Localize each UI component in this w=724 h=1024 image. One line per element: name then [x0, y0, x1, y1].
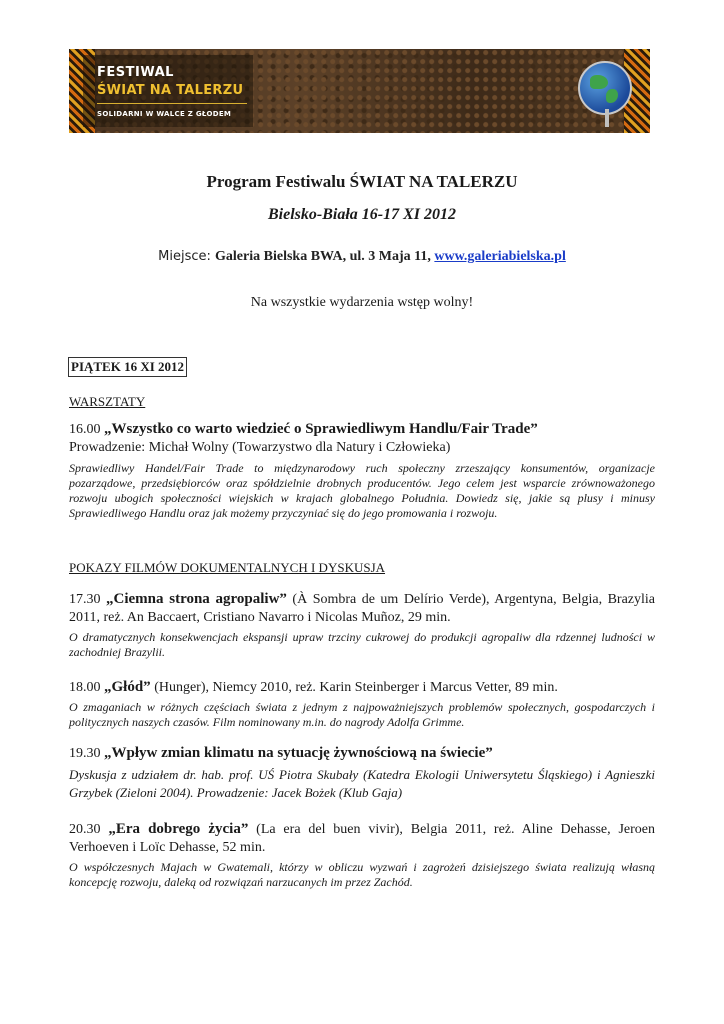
- day-heading: PIĄTEK 16 XI 2012: [68, 357, 187, 377]
- event-description: Sprawiedliwy Handel/Fair Trade to międzynarodowy ruch społeczny zrzeszający konsumentów, organizacje pozarządowe, przedsiębiorców oraz spółdzielnie drobnych producentów. Jego celem jest wsparcie zrównoważonego rozwoju ubogich społeczności wiejskich w krajach globalnego Południa. Dowiedz się, jakie są plusy i minusy Sprawiedliwego Handlu oraz jak możemy przyczyniać się do jego promowania i rozwoju.: [69, 461, 655, 520]
- section-workshops: WARSZTATY: [69, 394, 146, 409]
- event-title: „Głód”: [104, 679, 151, 695]
- venue-label: Miejsce:: [158, 249, 216, 264]
- venue-website-link[interactable]: www.galeriabielska.pl: [434, 249, 566, 264]
- event-time: 16.00: [69, 422, 104, 437]
- free-entry-note: Na wszystkie wydarzenia wstęp wolny!: [250, 295, 474, 310]
- event-item: [69, 590, 655, 660]
- venue-address: Galeria Bielska BWA, ul. 3 Maja 11,: [215, 249, 435, 264]
- event-info: (La era del buen vivir), Belgia 2011, reż. Aline Dehasse, Jeroen Verhoeven i Loïc Dehasse, 52 min.: [69, 822, 656, 855]
- venue-line: [0, 249, 724, 265]
- event-description: O dramatycznych konsekwencjach ekspansji upraw trzciny cukrowej do produkcji agropaliw dla rdzennej ludności w zachodniej Brazylii.: [69, 630, 655, 659]
- event-time: 17.30: [69, 592, 106, 607]
- event-head: [69, 744, 655, 763]
- event-title: „Wszystko co warto wiedzieć o Sprawiedliwym Handlu/Fair Trade”: [104, 421, 538, 437]
- event-info: Prowadzenie: Michał Wolny (Towarzystwo dla Natury i Człowieka): [69, 440, 451, 455]
- banner-line-festiwal: FESTIWAL: [97, 65, 174, 80]
- event-title: „Wpływ zmian klimatu na sytuację żywnościową na świecie”: [104, 745, 493, 761]
- event-description: O zmaganiach w różnych częściach świata z jednym z najpoważniejszych problemów społecznych, gospodarczych i politycznych naszych czasów. Film nominowany m.in. do nagrody Adolfa Grimme.: [69, 700, 655, 729]
- event-description: O współczesnych Majach w Gwatemali, którzy w obliczu wyzwań i zagrożeń dzisiejszego świata realizują własną koncepcję rozwoju, daleką od rozwiązań narzucanych im przez Zachód.: [69, 860, 655, 889]
- section-films: POKAZY FILMÓW DOKUMENTALNYCH I DYSKUSJA: [69, 560, 386, 575]
- page-subtitle: Bielsko-Biała 16-17 XI 2012: [267, 206, 456, 223]
- banner-divider: [97, 103, 247, 104]
- event-item: [69, 420, 655, 521]
- event-item: [69, 820, 655, 890]
- festival-banner: [69, 49, 650, 133]
- banner-line-slogan: SOLIDARNI W WALCE Z GŁODEM: [97, 110, 232, 118]
- banner-line-title: ŚWIAT NA TALERZU: [97, 83, 244, 98]
- event-info: (Hunger), Niemcy 2010, reż. Karin Steinberger i Marcus Vetter, 89 min.: [150, 680, 558, 695]
- event-title: „Era dobrego życia”: [108, 821, 249, 837]
- page-title: Program Festiwalu ŚWIAT NA TALERZU: [206, 172, 518, 191]
- fork-handle: [605, 109, 609, 127]
- event-info: (À Sombra de um Delírio Verde), Argentyna, Belgia, Brazylia 2011, reż. An Baccaert, Cristiano Navarro i Nicolas Muñoz, 29 min.: [69, 592, 656, 625]
- event-head: [69, 420, 655, 439]
- event-head: [69, 590, 655, 627]
- event-title: „Ciemna strona agropaliw”: [106, 591, 287, 607]
- globe-fork-icon: [578, 61, 632, 115]
- event-item: [69, 678, 655, 730]
- event-time: 20.30: [69, 822, 109, 837]
- event-head: [69, 820, 655, 857]
- event-description: Dyskusja z udziałem dr. hab. prof. UŚ Piotra Skubały (Katedra Ekologii Uniwersytetu Śląskiego) i Agnieszki Grzybek (Zieloni 2004). Prowadzenie: Jacek Bożek (Klub Gaja): [69, 767, 655, 800]
- event-head: [69, 678, 655, 697]
- event-time: 18.00: [69, 680, 104, 695]
- event-time: 19.30: [69, 746, 104, 761]
- event-item: [69, 744, 655, 802]
